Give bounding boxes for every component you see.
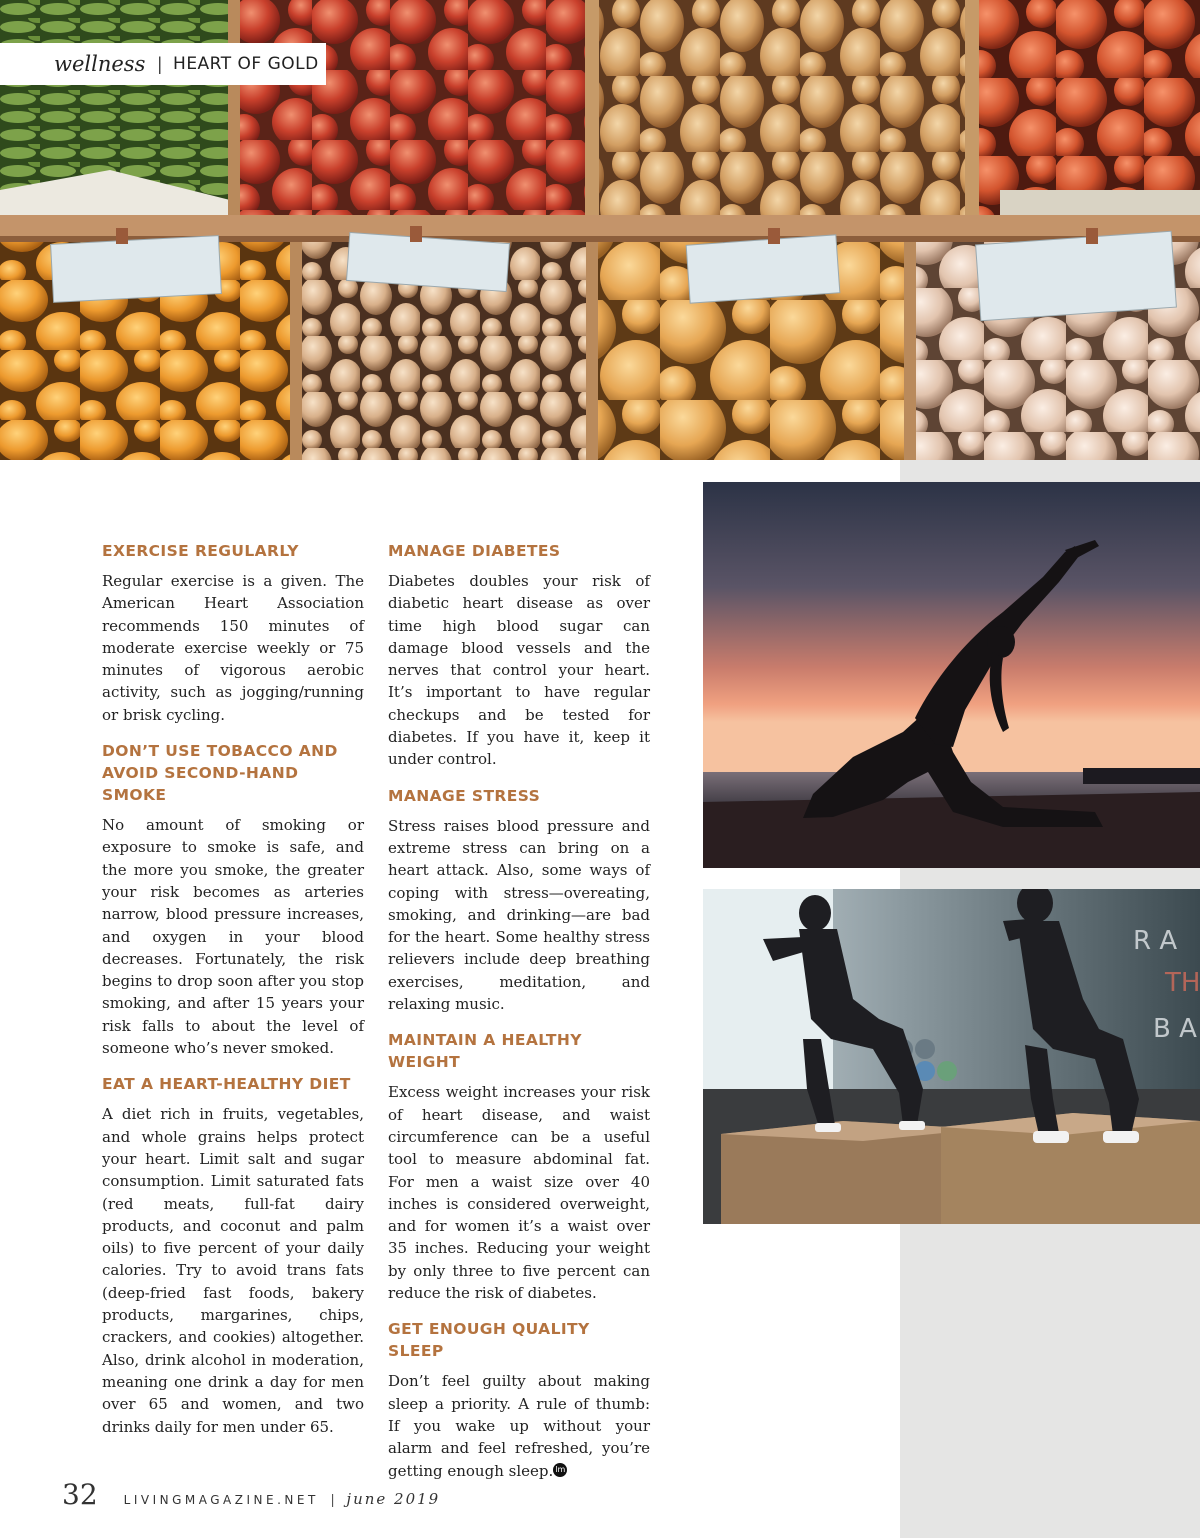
heading-diabetes: MANAGE DIABETES — [388, 542, 561, 560]
paragraph-exercise: Regular exercise is a given. The American Heart Association recommends 150 minutes of moderate exercise weekly or 75 minutes of vigorous aerobic activity, such as jogging/running or brisk cycling. — [102, 572, 364, 724]
header-separator: | — [157, 53, 163, 74]
article-column-left — [102, 540, 364, 1452]
paragraph-sleep-wrapper — [388, 1370, 650, 1481]
paragraph-diabetes: Diabetes doubles your risk of diabetic heart disease as over time high blood sugar can damage blood vessels and the nerves that control your heart. It’s important to have regular checkups and be tested for diabetes. If you have it, keep it under control. — [388, 572, 650, 769]
heading-diet: EAT A HEART-HEALTHY DIET — [102, 1075, 351, 1094]
paragraph-stress: Stress raises blood pressure and extreme stress can bring on a heart attack. Also, some ways of coping with stress—overeating, smoking, and drinking—are bad for the heart. Some healthy stress relievers include deep breathing exercises, meditation, and relaxing music. — [388, 816, 650, 1014]
heading-stress: MANAGE STRESS — [388, 786, 541, 805]
yoga-illustration — [703, 482, 1200, 868]
box-jump-photo — [703, 889, 1200, 1224]
paragraph-tobacco: No amount of smoking or exposure to smoke is safe, and the more you smoke, the greater your risk becomes as arteries narrow, blood pressure increases, and oxygen in your blood decreases. Fortunately, the risk begins to drop soon after you stop smoking, and after 15 years your risk falls to about the level of someone who’s never smoked. — [102, 816, 364, 1058]
heading-exercise: EXERCISE REGULARLY — [102, 542, 299, 560]
heading-tobacco: DON’T USE TOBACCO AND AVOID SECOND-HAND SMOKE — [102, 742, 338, 805]
paragraph-sleep: Don’t feel guilty about making sleep a priority. A rule of thumb: If you wake up without your alarm and feel refreshed, you’re getting enough sleep. — [388, 1372, 650, 1480]
section-name: wellness — [54, 52, 146, 76]
svg-text:TH: TH — [1165, 968, 1200, 998]
footer-separator: | — [330, 1491, 335, 1507]
section-header-tab — [0, 43, 326, 85]
svg-text:B A: B A — [1153, 1014, 1197, 1044]
gym-illustration — [703, 889, 1200, 1224]
paragraph-weight: Excess weight increases your risk of heart disease, and waist circumference can be a useful tool to measure abdominal fat. For men a waist size over 40 inches is considered overweight, and for women it’s a waist over 35 inches. Reducing your weight by only three to five percent can reduce the risk of diabetes. — [388, 1083, 650, 1303]
yoga-sunset-photo — [703, 482, 1200, 868]
footer-issue-date: june 2019 — [346, 1490, 441, 1508]
page-number: 32 — [62, 1478, 98, 1511]
svg-text:R A: R A — [1133, 926, 1178, 956]
page-footer — [62, 1478, 440, 1511]
article-column-middle — [388, 540, 650, 1496]
paragraph-diet: A diet rich in fruits, vegetables, and whole grains helps protect your heart. Limit salt and sugar consumption. Limit saturated fats (red meats, full-fat dairy products, and coconut and palm oils) to five percent of your daily calories. Try to avoid trans fats (deep-fried fast foods, bakery products, margarines, chips, crackers, and cookies) altogether. Also, drink alcohol in moderation, meaning one drink a day for men over 65 and women, and two drinks daily for men under 65. — [102, 1105, 364, 1436]
heading-sleep: GET ENOUGH QUALITY SLEEP — [388, 1320, 590, 1361]
footer-website: LIVINGMAGAZINE.NET — [123, 1493, 319, 1507]
heading-weight: MAINTAIN A HEALTHY WEIGHT — [388, 1031, 582, 1072]
article-series-title: HEART OF GOLD — [173, 54, 319, 74]
end-mark-icon: lm — [553, 1463, 567, 1477]
